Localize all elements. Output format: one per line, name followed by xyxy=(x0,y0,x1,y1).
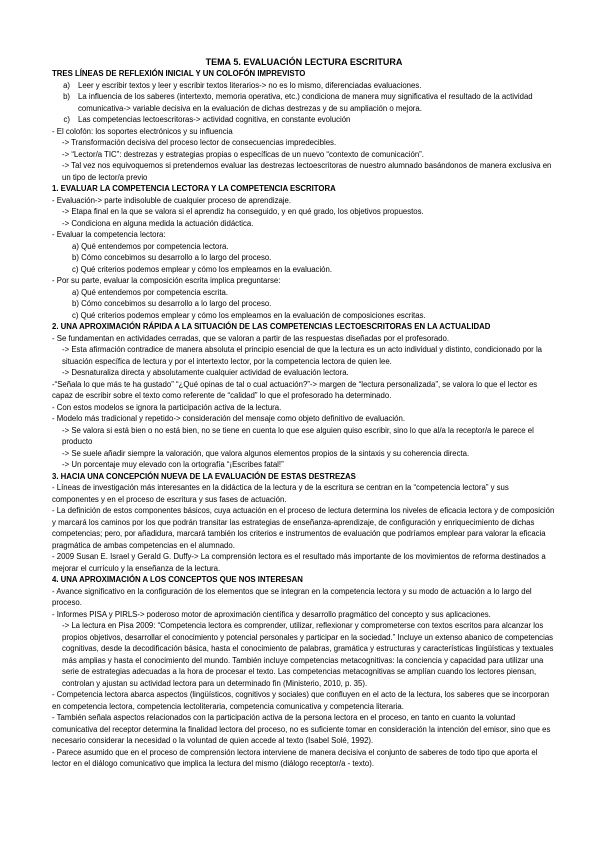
list-item: a) Qué entendemos por competencia escrita. xyxy=(72,287,229,297)
colofon-item: -> Transformación decisiva del proceso lector de consecuencias impredecibles. xyxy=(62,138,337,147)
document-title: TEMA 5. EVALUACIÓN LECTURA ESCRITURA xyxy=(205,57,403,67)
colofon-item: -> “Lector/a TIC”: destrezas y estrategias propias o específicas de un nuevo “contexto de comunicación”. xyxy=(62,149,424,159)
paragraph: - También señala aspectos relacionados con la participación activa de la persona lectora en el proceso, en tanto en cuanto la voluntad comunicativa del receptor determina la finalidad lectora del proceso, no es suficiente tomar en consideración la intención del emisor, sino que es necesario considerar la necesidad o la voluntad de quien accede al texto (Isabel Solé, 1992). xyxy=(52,713,551,745)
list-item: -> La lectura en Pisa 2009: “Competencia lectora es comprender, utilizar, reflexionar y comprometerse con textos escritos para alcanzar los propios objetivos, desarrollar el conocimiento y potencial personales y participar en la sociedad.” Incluye un extenso abanico de competencias cognitivas, desde la decodificación básica, hasta el conocimiento de palabras, gramática y estructuras y características lingüísticas y textuales más amplias y hasta el conocimiento del mundo. También incluye competencias metacognitivas: la conciencia y capacidad para utilizar una serie de estrategias adecuadas a la hora de procesar el texto. Las competencias metacognitivas se amplían cuando los lectores piensan, controlan y ajustan su actividad lectora para un determinado fin (Ministerio, 2010, p. 35). xyxy=(62,621,554,688)
section-1-heading: 1. EVALUAR LA COMPETENCIA LECTORA Y LA COMPETENCIA ESCRITORA xyxy=(52,184,336,193)
paragraph: - Competencia lectora abarca aspectos (lingüísticos, cognitivos y sociales) que confluyen en el acto de la lectura, los saberes que se incorporan en competencia lectora, competencia lectoliteraria, competencia comunicativa y competencia literaria. xyxy=(52,690,550,711)
section-3-heading: 3. HACIA UNA CONCEPCIÓN NUEVA DE LA EVALUACIÓN DE ESTAS DESTREZAS xyxy=(52,471,356,481)
list-item: -> Desnaturaliza directa y absolutamente cualquier actividad de evaluación lectora. xyxy=(62,368,349,377)
section-2-heading: 2. UNA APROXIMACIÓN RÁPIDA A LA SITUACIÓN DE LAS COMPETENCIAS LECTOESCRITORAS EN LA ACTUALIDAD xyxy=(52,322,491,331)
intro-item-a: a) Leer y escribir textos y leer y escribir textos literarios-> no es lo mismo, diferenciadas evaluaciones. xyxy=(63,80,422,90)
list-item: -> Esta afirmación contradice de manera absoluta el principio esencial de que la lectura es un acto individual y distinto, condicionado por la situación específica de lectura y por el intertexto lector, por la competencia lectora de quien lee. xyxy=(62,345,543,366)
paragraph: - Por su parte, evaluar la composición escrita implica preguntarse: xyxy=(52,276,281,285)
paragraph: - La definición de estos componentes básicos, cuya actuación en el proceso de lectura determina los niveles de eficacia lectora y de composición y marcará los caminos por los que podrán transitar las estrategias de enseñanza-aprendizaje, de configuración y enriquecimiento de dichas competencias; pero, por añadidura, marcará también los criterios e instrumentos de evaluación que podríamos emplear para valorar la eficacia pragmática de ambas competencias en el alumnado. xyxy=(52,506,555,550)
list-item: b) Cómo concebimos su desarrollo a lo largo del proceso. xyxy=(72,299,272,308)
paragraph: - Líneas de investigación más interesantes en la didáctica de la lectura y de la escritura se centran en la “competencia lectora” y sus componentes y en el proceso de escritura y sus fases de actuación. xyxy=(52,483,509,504)
intro-item-c: c) Las competencias lectoescritoras-> actividad cognitiva, en constante evolución xyxy=(63,115,351,124)
intro-heading: TRES LÍNEAS DE REFLEXIÓN INICIAL Y UN COLOFÓN IMPREVISTO xyxy=(52,69,306,78)
list-item: -> Etapa final en la que se valora si el aprendiz ha conseguido, y en qué grado, los objetivos propuestos. xyxy=(62,207,424,216)
paragraph: - 2009 Susan E. Israel y Gerald G. Duffy-> La comprensión lectora es el resultado más importante de los movimientos de reforma destinados a mejorar el currículo y la enseñanza de la lectura. xyxy=(52,552,546,573)
colofon-item: -> Tal vez nos equivoquemos si pretendemos evaluar las destrezas lectoescritoras de nuestro alumnado basándonos de manera exclusiva en un tipo de lector/a previo xyxy=(62,161,552,182)
paragraph: - Evaluación-> parte indisoluble de cualquier proceso de aprendizaje. xyxy=(52,195,292,205)
paragraph: - Evaluar la competencia lectora: xyxy=(52,230,166,239)
list-item: b) Cómo concebimos su desarrollo a lo largo del proceso. xyxy=(72,253,272,262)
paragraph: - Con estos modelos se ignora la participación activa de la lectura. xyxy=(52,402,282,412)
paragraph: - Avance significativo en la configuración de los elementos que se integran en la competencia lectora y su modo de actuación a lo largo del proceso. xyxy=(52,586,532,607)
paragraph: -“Señala lo que más te ha gustado” “¿Qué opinas de tal o cual actuación?”-> margen de “lectura personalizada”, se valora lo que el lector es capaz de escribir sobre el texto como referente de “calidad” lo que el profesorado ha determinado. xyxy=(52,379,538,400)
list-item: -> Condiciona en alguna medida la actuación didáctica. xyxy=(62,218,254,228)
list-item: c) Qué criterios podemos emplear y cómo los empleamos en la evaluación. xyxy=(72,264,333,274)
list-item: -> Se suele añadir siempre la valoración, que valora algunos elementos propios de la sintaxis y su coherencia directa. xyxy=(62,448,470,458)
colofon-paragraph: - El colofón: los soportes electrónicos y su influencia xyxy=(52,126,233,136)
list-item: c) Qué criterios podemos emplear y cómo los empleamos en la evaluación de composiciones escritas. xyxy=(72,310,426,320)
paragraph: - Informes PISA y PIRLS-> poderoso motor de aproximación científica y desarrollo pragmático del concepto y sus aplicaciones. xyxy=(52,609,491,619)
paragraph: - Se fundamentan en actividades cerradas, que se valoran a partir de las respuestas diseñadas por el profesorado. xyxy=(52,333,450,343)
document-page xyxy=(52,56,556,770)
intro-item-b: b) La influencia de los saberes (intertexto, memoria operativa, etc.) condiciona de manera muy significativa el resultado de la actividad comunicativa-> variable decisiva en la evaluación de dichas destrezas y de su ampliación o mejora. xyxy=(63,92,533,113)
section-4-heading: 4. UNA APROXIMACIÓN A LOS CONCEPTOS QUE NOS INTERESAN xyxy=(52,575,303,584)
list-item: a) Qué entendemos por competencia lectora. xyxy=(72,241,229,251)
paragraph: - Modelo más tradicional y repetido-> consideración del mensaje como objeto definitivo de evaluación. xyxy=(52,414,406,423)
paragraph: - Parece asumido que en el proceso de comprensión lectora interviene de manera decisiva el conjunto de saberes de todo tipo que aporta el lector en el diálogo comunicativo que implica la lectura del mismo (diálogo receptor/a - texto). xyxy=(52,747,538,768)
list-item: -> Se valora si está bien o no está bien, no se tiene en cuenta lo que ese alguien quiso escribir, sino lo que al/a la receptor/a le parece el producto xyxy=(62,425,534,446)
list-item: -> Un porcentaje muy elevado con la ortografía “¡Escribes fatal!” xyxy=(62,460,284,469)
